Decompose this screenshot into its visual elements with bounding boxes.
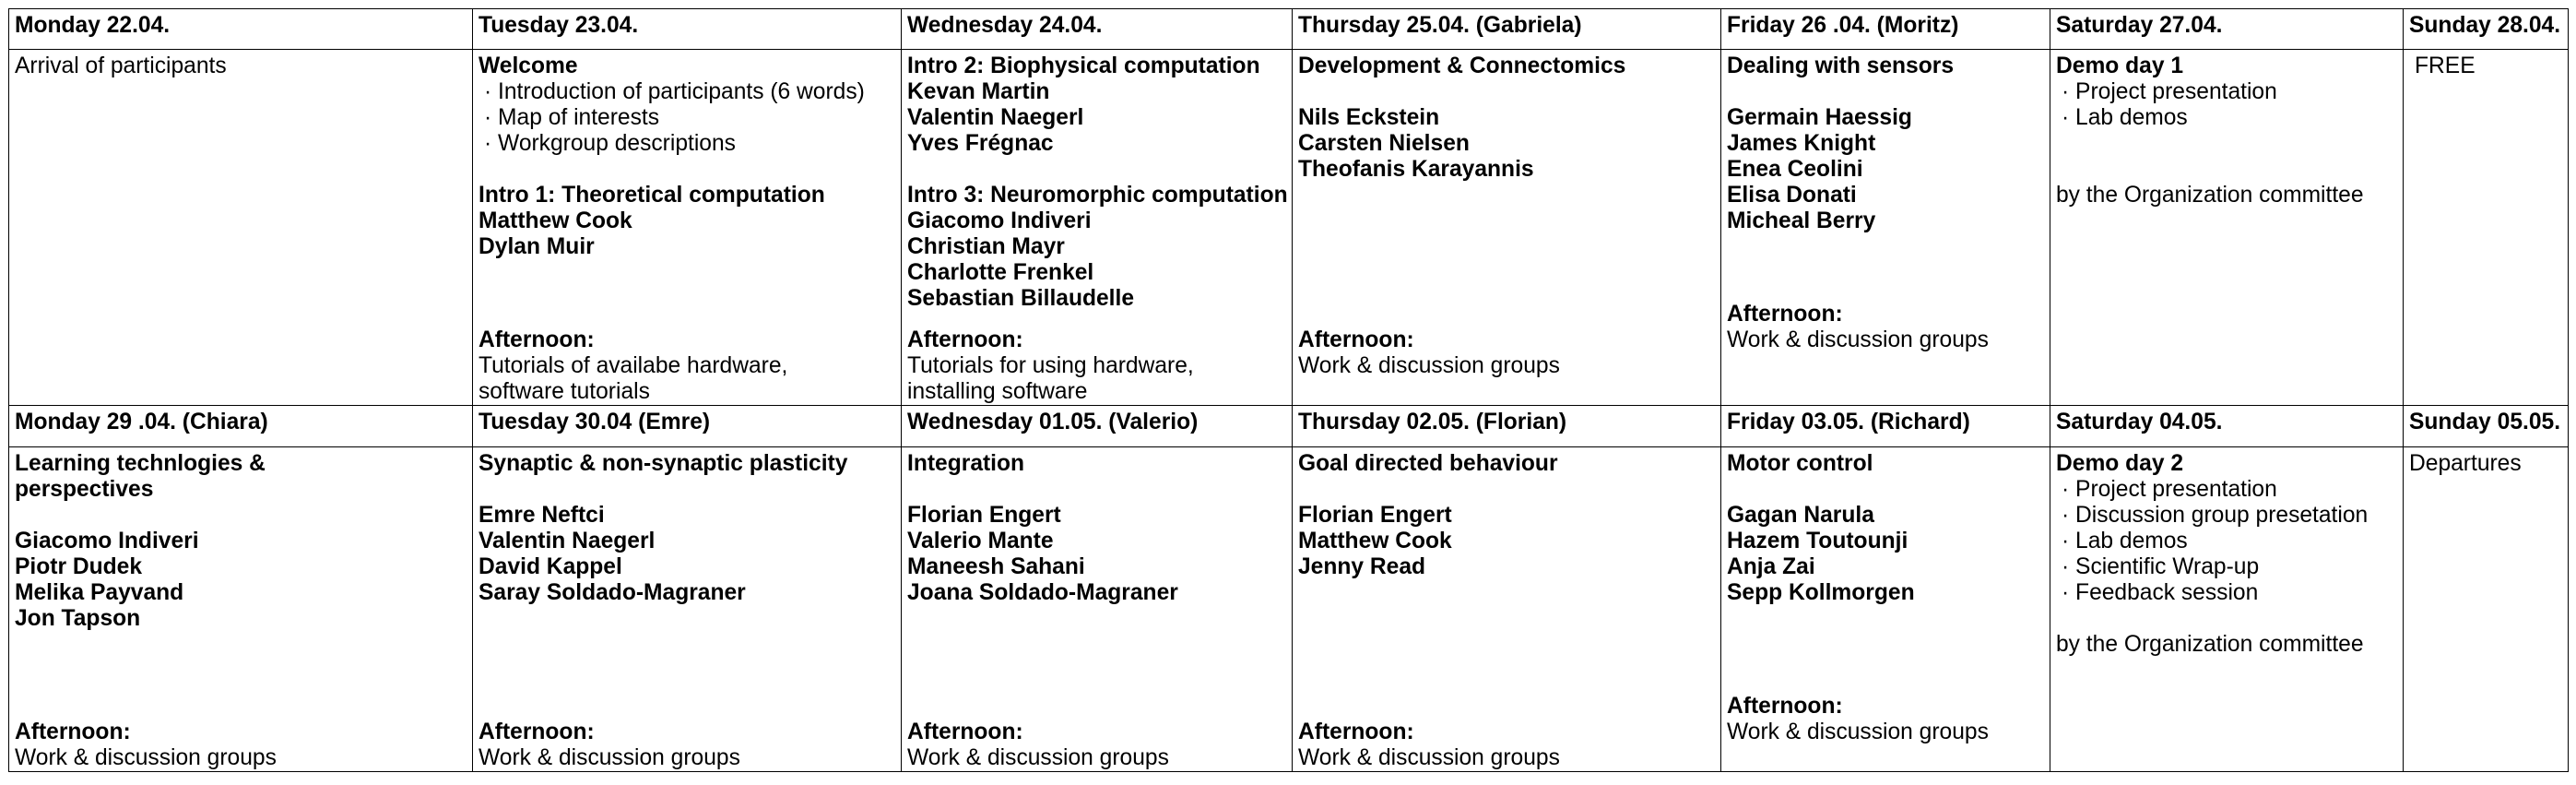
week2-body-row: [9, 446, 2569, 771]
afternoon-text: Work & discussion groups: [907, 745, 1169, 770]
session-title: Demo day 2: [2056, 450, 2184, 476]
afternoon-label: Afternoon:: [907, 720, 1023, 744]
afternoon-label: Afternoon:: [15, 720, 131, 744]
afternoon-block: [479, 720, 740, 771]
session-title: Intro 2: Biophysical computation: [907, 54, 1260, 79]
session-title: Synaptic & non-synaptic plasticity: [479, 450, 848, 476]
bullet-dot: ·: [2062, 105, 2070, 131]
bullet-text: Project presentation: [2075, 79, 2277, 105]
afternoon-block: [1727, 694, 1989, 745]
afternoon-block: [15, 720, 277, 771]
speaker-name: Giacomo Indiveri: [907, 208, 1092, 234]
afternoon-text: Work & discussion groups: [1727, 327, 1989, 353]
session-title: Welcome: [479, 54, 578, 79]
session-title: perspectives: [15, 476, 154, 502]
speaker-name: Matthew Cook: [1298, 528, 1452, 553]
afternoon-block: [1727, 302, 1989, 353]
session-title: Development & Connectomics: [1298, 54, 1626, 79]
bullet-text: Lab demos: [2075, 528, 2188, 553]
afternoon-text: Work & discussion groups: [15, 745, 277, 770]
bullet-dot: ·: [2062, 528, 2070, 553]
speaker-name: Kevan Martin: [907, 79, 1050, 105]
bullet-item: [479, 105, 895, 131]
speaker-name: Valentin Naegerl: [479, 528, 656, 553]
day-cell-mon-29: [9, 446, 473, 771]
day-header: Friday 03.05. (Richard): [1721, 406, 2050, 446]
bullet-item: [479, 131, 895, 157]
speaker-name: Florian Engert: [1298, 502, 1452, 528]
afternoon-label: Afternoon:: [1727, 694, 1843, 719]
organizer-note: by the Organization committee: [2056, 183, 2364, 208]
afternoon-text: Work & discussion groups: [1298, 745, 1560, 770]
arrival-text: Arrival of participants: [15, 54, 227, 79]
speaker-name: Christian Mayr: [907, 234, 1065, 260]
bullet-text: Workgroup descriptions: [498, 131, 736, 157]
bullet-text: Feedback session: [2075, 579, 2259, 605]
organizer-note: by the Organization committee: [2056, 631, 2364, 657]
day-cell-fri-03: [1721, 446, 2050, 771]
speaker-name: Matthew Cook: [479, 208, 632, 234]
bullet-item: [2056, 477, 2397, 503]
speaker-name: Piotr Dudek: [15, 553, 143, 579]
day-header: Saturday 27.04.: [2050, 9, 2404, 50]
bullet-text: Introduction of participants (6 words): [498, 79, 865, 105]
speaker-name: Anja Zai: [1727, 553, 1815, 579]
departures-text: Departures: [2409, 450, 2522, 476]
day-header: Tuesday 30.04 (Emre): [473, 406, 902, 446]
afternoon-block: [907, 327, 1194, 405]
day-header: Thursday 02.05. (Florian): [1293, 406, 1721, 446]
day-cell-wed-24: [902, 50, 1293, 406]
speaker-name: Joana Soldado-Magraner: [907, 579, 1178, 605]
afternoon-block: [479, 327, 787, 405]
speaker-name: Valentin Naegerl: [907, 105, 1084, 131]
afternoon-block: [907, 720, 1169, 771]
speaker-name: Jenny Read: [1298, 553, 1426, 579]
day-cell-sat-04: [2050, 446, 2404, 771]
speaker-name: Valerio Mante: [907, 528, 1054, 553]
afternoon-block: [1298, 327, 1560, 379]
bullet-item: [2056, 503, 2397, 529]
speaker-name: Yves Frégnac: [907, 131, 1054, 157]
bullet-dot: ·: [2062, 502, 2070, 528]
speaker-name: Dylan Muir: [479, 234, 595, 260]
free-day-text: FREE: [2415, 54, 2476, 79]
day-header: Monday 29 .04. (Chiara): [9, 406, 473, 446]
afternoon-block: [1298, 720, 1560, 771]
speaker-name: David Kappel: [479, 553, 622, 579]
bullet-item: [2056, 554, 2397, 580]
afternoon-label: Afternoon:: [1298, 720, 1414, 744]
speaker-name: Charlotte Frenkel: [907, 260, 1094, 286]
day-cell-fri-26: [1721, 50, 2050, 406]
bullet-dot: ·: [484, 131, 492, 157]
speaker-name: Micheal Berry: [1727, 208, 1876, 234]
day-header: Saturday 04.05.: [2050, 406, 2404, 446]
day-header: Wednesday 01.05. (Valerio): [902, 406, 1293, 446]
bullet-text: Lab demos: [2075, 105, 2188, 131]
bullet-dot: ·: [2062, 579, 2070, 605]
week2-header-row: [9, 406, 2569, 446]
bullet-dot: ·: [2062, 476, 2070, 502]
speaker-name: Hazem Toutounji: [1727, 528, 1908, 553]
speaker-name: Theofanis Karayannis: [1298, 157, 1534, 183]
bullet-item: [2056, 529, 2397, 554]
session-title: Intro 1: Theoretical computation: [479, 183, 825, 208]
day-cell-sun-28: [2404, 50, 2569, 406]
afternoon-text: software tutorials: [479, 379, 650, 405]
afternoon-label: Afternoon:: [1298, 327, 1414, 353]
day-header: Monday 22.04.: [9, 9, 473, 50]
day-header: Friday 26 .04. (Moritz): [1721, 9, 2050, 50]
afternoon-label: Afternoon:: [1727, 302, 1843, 327]
session-title: Integration: [907, 450, 1025, 476]
speaker-name: Florian Engert: [907, 502, 1061, 528]
bullet-dot: ·: [484, 105, 492, 131]
afternoon-text: Work & discussion groups: [479, 745, 740, 770]
bullet-text: Discussion group presetation: [2075, 502, 2369, 528]
bullet-dot: ·: [484, 79, 492, 105]
speaker-name: Carsten Nielsen: [1298, 131, 1470, 157]
day-header: Thursday 25.04. (Gabriela): [1293, 9, 1721, 50]
day-cell-thu-25: [1293, 50, 1721, 406]
speaker-name: Jon Tapson: [15, 605, 141, 631]
day-cell-sat-27: [2050, 50, 2404, 406]
speaker-name: Elisa Donati: [1727, 183, 1857, 208]
afternoon-text: Tutorials for using hardware,: [907, 353, 1194, 379]
day-cell-thu-02: [1293, 446, 1721, 771]
day-cell-tue-23: [473, 50, 902, 406]
afternoon-text: installing software: [907, 379, 1088, 405]
week1-header-row: [9, 9, 2569, 50]
bullet-text: Scientific Wrap-up: [2075, 553, 2260, 579]
speaker-name: Sepp Kollmorgen: [1727, 579, 1915, 605]
bullet-text: Map of interests: [498, 105, 660, 131]
speaker-name: Giacomo Indiveri: [15, 528, 199, 553]
speaker-name: James Knight: [1727, 131, 1876, 157]
afternoon-text: Tutorials of availabe hardware,: [479, 353, 788, 379]
day-cell-sun-05: [2404, 446, 2569, 771]
bullet-dot: ·: [2062, 553, 2070, 579]
speaker-name: Emre Neftci: [479, 502, 605, 528]
day-cell-mon-22: [9, 50, 473, 406]
speaker-name: Saray Soldado-Magraner: [479, 579, 746, 605]
afternoon-label: Afternoon:: [479, 720, 595, 744]
day-cell-tue-30: [473, 446, 902, 771]
speaker-name: Gagan Narula: [1727, 502, 1874, 528]
bullet-item: [479, 79, 895, 105]
afternoon-label: Afternoon:: [479, 327, 595, 353]
session-title: Learning technlogies &: [15, 450, 266, 476]
speaker-name: Maneesh Sahani: [907, 553, 1085, 579]
day-cell-wed-01: [902, 446, 1293, 771]
speaker-name: Enea Ceolini: [1727, 157, 1863, 183]
session-title: Goal directed behaviour: [1298, 450, 1558, 476]
afternoon-text: Work & discussion groups: [1727, 720, 1989, 744]
speaker-name: Melika Payvand: [15, 579, 184, 605]
bullet-text: Project presentation: [2075, 476, 2277, 502]
bullet-item: [2056, 105, 2397, 131]
speaker-name: Germain Haessig: [1727, 105, 1912, 131]
day-header: Tuesday 23.04.: [473, 9, 902, 50]
afternoon-label: Afternoon:: [907, 327, 1023, 353]
afternoon-text: Work & discussion groups: [1298, 353, 1560, 379]
session-title: Intro 3: Neuromorphic computation: [907, 183, 1288, 208]
session-title: Demo day 1: [2056, 54, 2184, 79]
speaker-name: Sebastian Billaudelle: [907, 286, 1135, 312]
week1-body-row: [9, 50, 2569, 406]
bullet-item: [2056, 580, 2397, 606]
speaker-name: Nils Eckstein: [1298, 105, 1440, 131]
session-title: Motor control: [1727, 450, 1873, 476]
day-header: Sunday 28.04.: [2404, 9, 2569, 50]
day-header: Sunday 05.05.: [2404, 406, 2569, 446]
session-title: Dealing with sensors: [1727, 54, 1954, 79]
day-header: Wednesday 24.04.: [902, 9, 1293, 50]
bullet-item: [2056, 79, 2397, 105]
schedule-table: [8, 8, 2569, 772]
bullet-dot: ·: [2062, 79, 2070, 105]
